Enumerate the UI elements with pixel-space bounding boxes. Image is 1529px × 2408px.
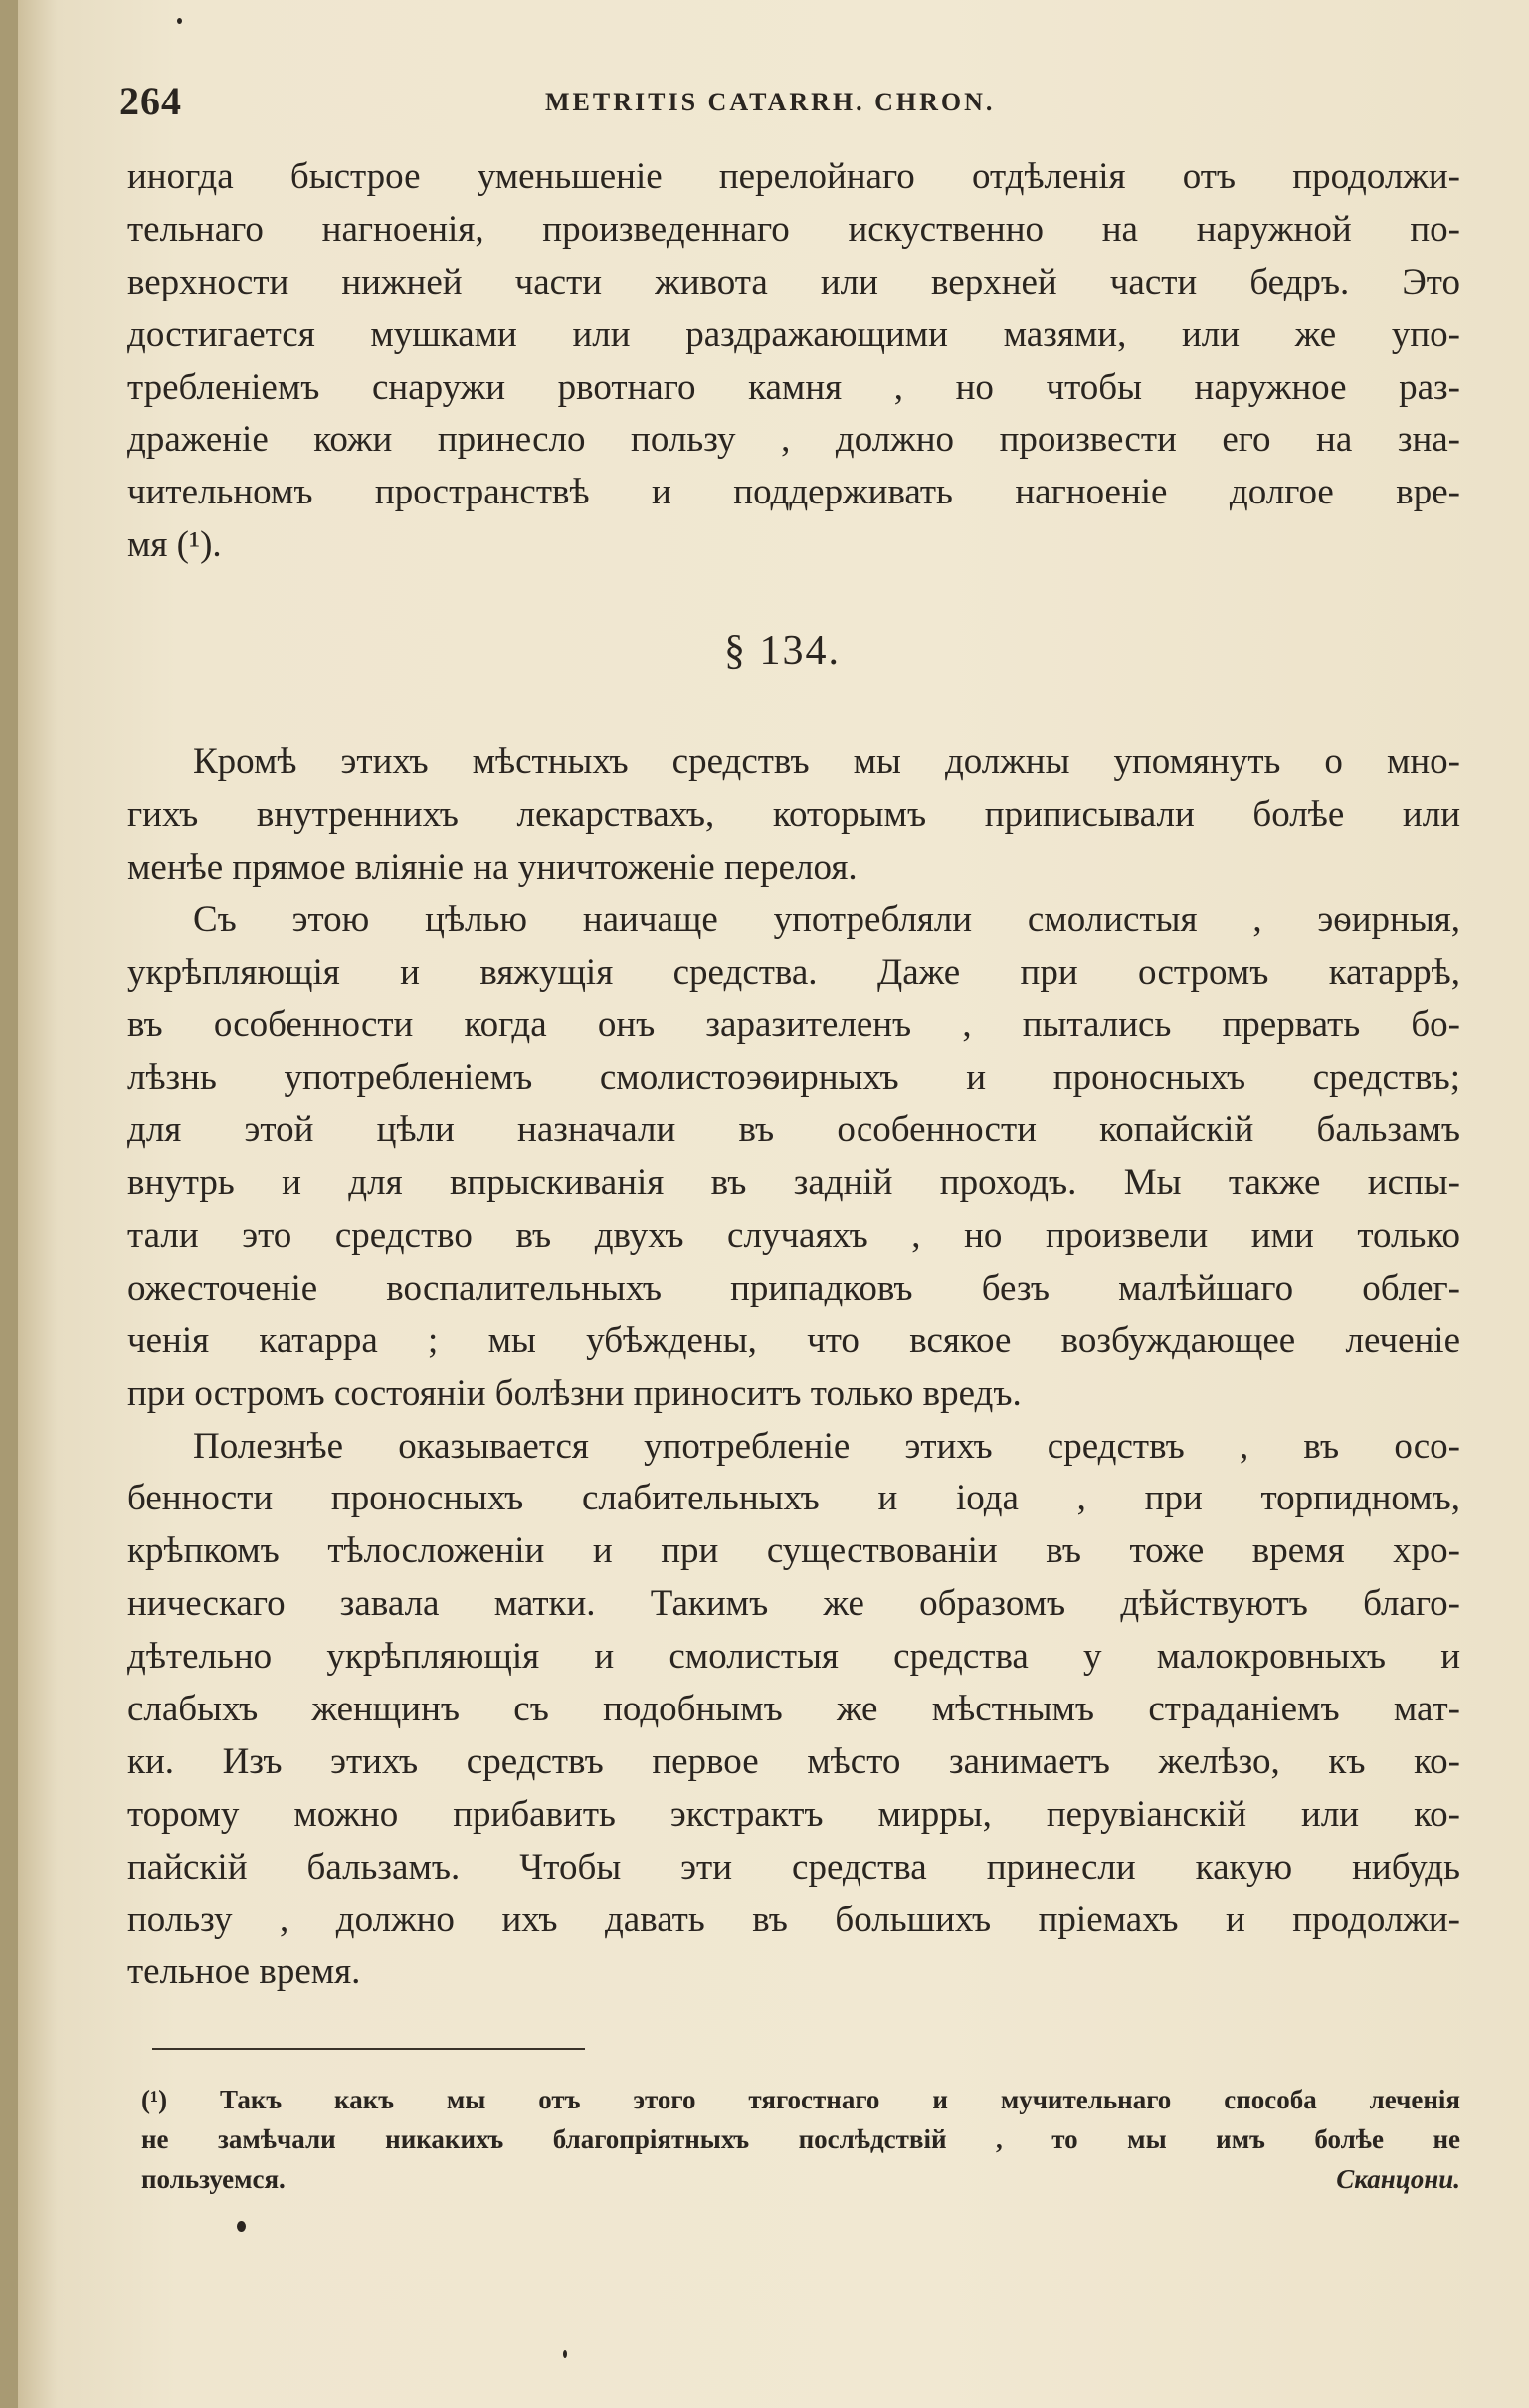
text-line: драженіе кожи принесло пользу , должно произвести его на зна-	[127, 419, 1460, 461]
footnote-rule	[152, 2048, 585, 2050]
text-line: верхности нижней части живота или верхней части бедръ. Это	[127, 261, 1460, 302]
text-line: укрѣпляющія и вяжущія средства. Даже при остромъ катаррѣ,	[127, 951, 1460, 993]
text-line: Полезнѣе оказывается употребленіе этихъ средствъ , въ осо-	[193, 1425, 1460, 1467]
text-line: чительномъ пространствѣ и поддерживать нагноеніе долгое вре-	[127, 472, 1460, 513]
text-line: для этой цѣли назначали въ особенности копайскій бальзамъ	[127, 1109, 1460, 1151]
text-line: лѣзнь употребленіемъ смолистоэѳирныхъ и проносныхъ средствъ;	[127, 1057, 1460, 1099]
page-number: 264	[119, 79, 182, 123]
running-head	[18, 78, 1529, 137]
footnote-line: пользуемся.	[141, 2164, 286, 2194]
text-line: Съ этою цѣлью наичаще употребляли смолистыя , эѳирныя,	[193, 899, 1460, 940]
ink-spot	[237, 2221, 246, 2232]
text-line: дѣтельно укрѣпляющія и смолистыя средства у малокровныхъ и	[127, 1636, 1460, 1678]
paragraph-1	[127, 151, 1460, 572]
text-line: ожесточеніе воспалительныхъ припадковъ безъ малѣйшаго облег-	[127, 1267, 1460, 1308]
text-line: въ особенности когда онъ заразителенъ , пытались прервать бо-	[127, 1004, 1460, 1046]
text-line: мя (¹).	[127, 524, 222, 566]
text-line: внутрь и для впрыскиванія въ задній проходъ. Мы также испы-	[127, 1162, 1460, 1204]
footnote-line: (¹) Такъ какъ мы отъ этого тягостнаго и мучительнаго способа леченія	[141, 2085, 1460, 2114]
text-line: ченія катарра ; мы убѣждены, что всякое возбуждающее леченіе	[127, 1319, 1460, 1361]
footnote-last-line	[141, 2159, 1460, 2199]
ink-spot	[177, 18, 182, 24]
section-body	[127, 736, 1460, 1999]
section-heading: § 134.	[724, 628, 841, 674]
text-line: пайскій бальзамъ. Чтобы эти средства принесли какую нибудь	[127, 1846, 1460, 1888]
paragraph-2	[127, 736, 1460, 895]
text-line: тельнаго нагноенія, произведеннаго искуственно на наружной по-	[127, 208, 1460, 250]
text-line: торому можно прибавить экстрактъ мирры, перувіанскій или ко-	[127, 1793, 1460, 1835]
text-line: Кромѣ этихъ мѣстныхъ средствъ мы должны упомянуть о мно-	[193, 741, 1460, 782]
running-title: METRITIS CATARRH. CHRON.	[545, 88, 996, 116]
text-line: ническаго завала матки. Такимъ же образомъ дѣйствуютъ благо-	[127, 1583, 1460, 1625]
text-line: тали это средство въ двухъ случаяхъ , но произвели ими только	[127, 1215, 1460, 1257]
paragraph-3	[127, 895, 1460, 1421]
text-line: достигается мушками или раздражающими мазями, или же упо-	[127, 313, 1460, 355]
footnote	[141, 2080, 1460, 2199]
footnote-line: не замѣчали никакихъ благопріятныхъ послѣдствій , то мы имъ болѣе не	[141, 2124, 1460, 2154]
text-line: крѣпкомъ тѣлосложеніи и при существованіи въ тоже время хро-	[127, 1530, 1460, 1572]
text-line: слабыхъ женщинъ съ подобнымъ же мѣстнымъ страданіемъ мат-	[127, 1689, 1460, 1730]
text-line: тельное время.	[127, 1951, 361, 1993]
text-line: ки. Изъ этихъ средствъ первое мѣсто занимаетъ желѣзо, къ ко-	[127, 1740, 1460, 1782]
footnote-signature: Сканцони.	[1336, 2164, 1460, 2194]
text-line: бенности проносныхъ слабительныхъ и іода , при торпидномъ,	[127, 1478, 1460, 1519]
text-line: менѣе прямое вліяніе на уничтоженіе перелоя.	[127, 846, 858, 888]
text-line: при остромъ состояніи болѣзни приноситъ только вредъ.	[127, 1372, 1022, 1414]
paragraph-4	[127, 1421, 1460, 2000]
book-page	[18, 0, 1529, 2408]
text-line: пользу , должно ихъ давать въ большихъ пріемахъ и продолжи-	[127, 1899, 1460, 1940]
text-line: иногда быстрое уменьшеніе перелойнаго отдѣленія отъ продолжи-	[127, 156, 1460, 197]
text-line: требленіемъ снаружи рвотнаго камня , но чтобы наружное раз-	[127, 366, 1460, 408]
text-line: гихъ внутреннихъ лекарствахъ, которымъ приписывали болѣе или	[127, 793, 1460, 835]
ink-spot	[563, 2350, 567, 2358]
